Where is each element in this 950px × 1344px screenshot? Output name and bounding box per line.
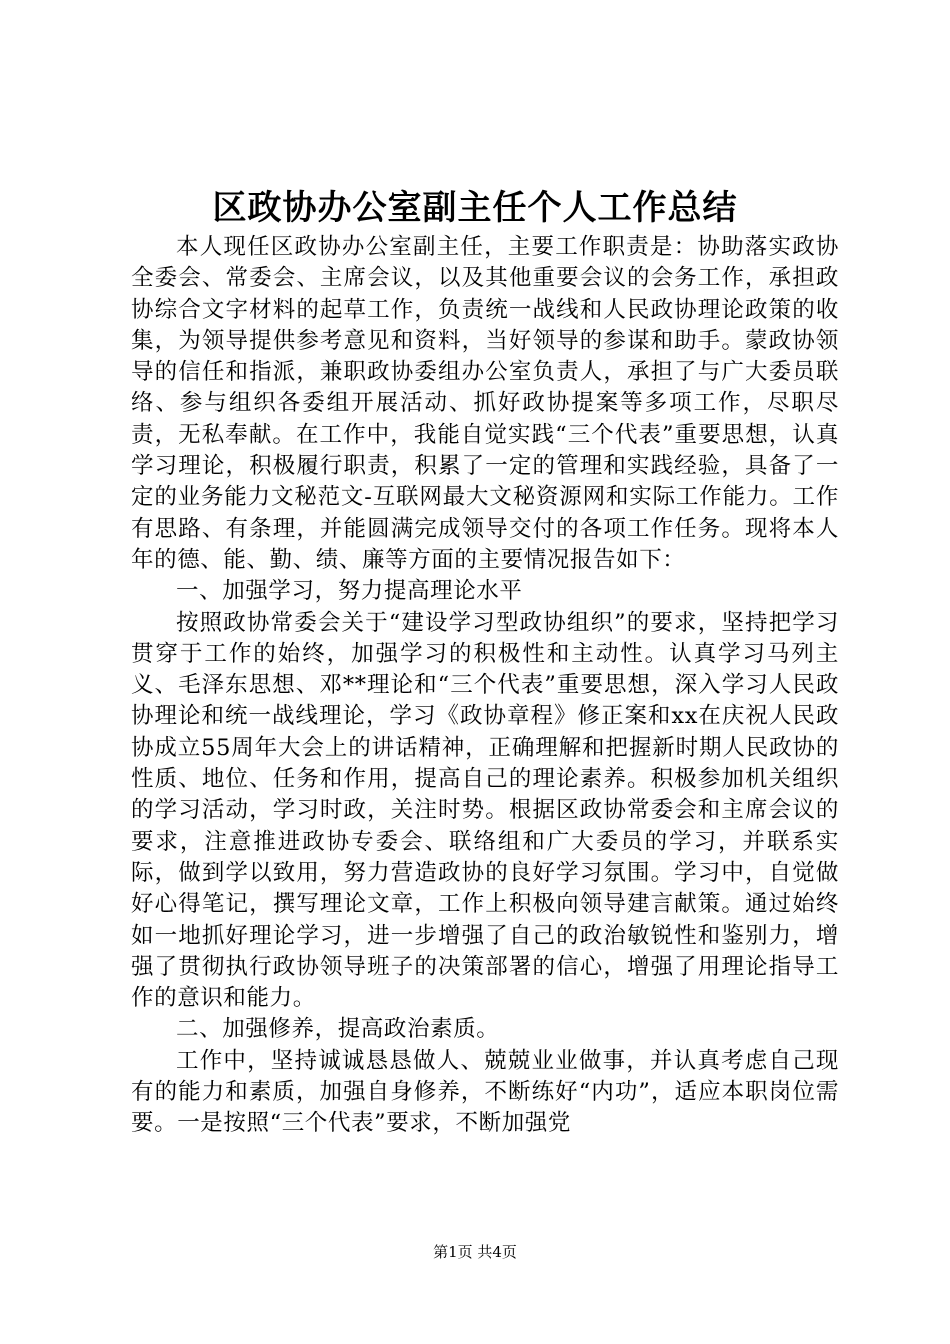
section-heading-1: 一、加强学习，努力提高理论水平 <box>176 578 523 605</box>
document-body <box>131 232 839 1140</box>
document-title: 区政协办公室副主任个人工作总结 <box>212 188 738 228</box>
page-footer: 第1页 共4页 <box>433 1243 517 1261</box>
paragraph-intro: 本人现任区政协办公室副主任，主要工作职责是：协助落实政协全委会、常委会、主席会议，以及其他重要会议的会务工作，承担政协综合文字材料的起草工作，负责统一战线和人民政协理论政策的收集，为领导提供参考意见和资料，当好领导的参谋和助手。蒙政协领导的信任和指派，兼职政协委组办公室负责人，承担了与广大委员联络、参与组织各委组开展活动、抓好政协提案等多项工作，尽职尽责，无私奉献。在工作中，我能自觉实践“三个代表”重要思想，认真学习理论，积极履行职责，积累了一定的管理和实践经验，具备了一定的业务能力文秘范文-互联网最大文秘资源网和实际工作能力。工作有思路、有条理，并能圆满完成领导交付的各项工作任务。现将本人年的德、能、勤、绩、廉等方面的主要情况报告如下： <box>131 234 839 573</box>
paragraph-study: 按照政协常委会关于“建设学习型政协组织”的要求，坚持把学习贯穿于工作的始终，加强学习的积极性和主动性。认真学习马列主义、毛泽东思想、邓**理论和“三个代表”重要思想，深入学习人民政协理论和统一战线理论，学习《政协章程》修正案和xx在庆祝人民政协成立55周年大会上的讲话精神，正确理解和把握新时期人民政协的性质、地位、任务和作用，提高自己的理论素养。积极参加机关组织的学习活动，学习时政，关注时势。根据区政协常委会和主席会议的要求，注意推进政协专委会、联络组和广大委员的学习，并联系实际，做到学以致用，努力营造政协的良好学习氛围。学习中，自觉做好心得笔记，撰写理论文章，工作上积极向领导建言献策。通过始终如一地抓好理论学习，进一步增强了自己的政治敏锐性和鉴别力，增强了贯彻执行政协领导班子的决策部署的信心，增强了用理论指导工作的意识和能力。 <box>131 609 839 1012</box>
paragraph-cultivation: 工作中，坚持诚诚恳恳做人、兢兢业业做事，并认真考虑自己现有的能力和素质，加强自身修养，不断练好“内功”，适应本职岗位需要。一是按照“三个代表”要求，不断加强党 <box>131 1047 839 1137</box>
section-heading-2: 二、加强修养，提高政治素质。 <box>176 1016 500 1043</box>
